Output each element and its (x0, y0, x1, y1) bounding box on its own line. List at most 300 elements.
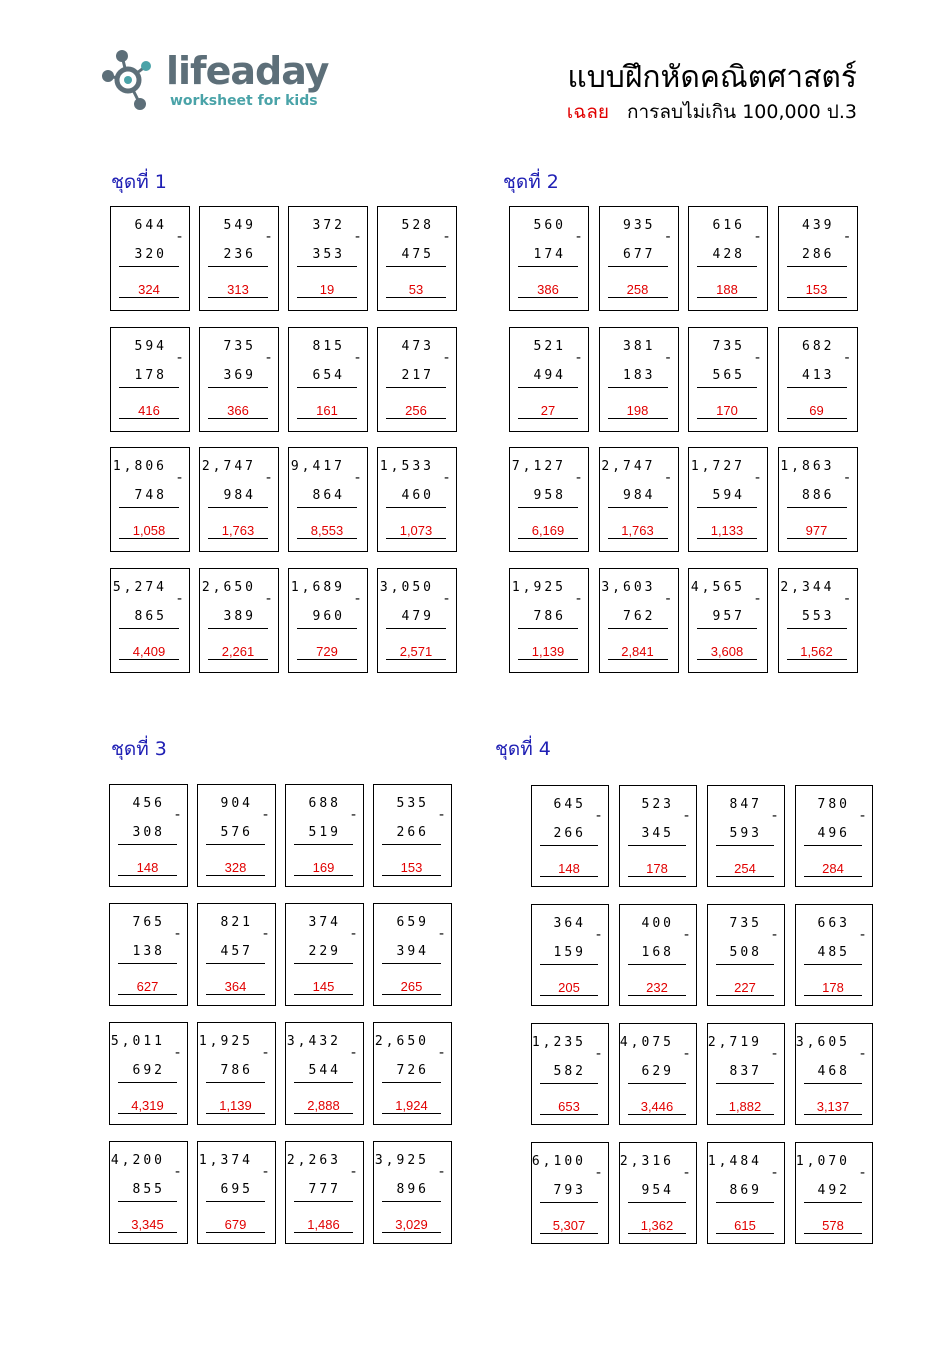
sum-line (206, 963, 265, 964)
minus-sign: - (665, 229, 671, 245)
sum-line (297, 507, 357, 508)
sum-line (118, 1082, 177, 1083)
minuend: 7,127 (511, 459, 566, 474)
minus-sign: - (844, 349, 850, 366)
subtrahend: 183 (623, 367, 656, 383)
answer-value: 729 (316, 643, 338, 659)
subtrahend: 793 (553, 1183, 586, 1198)
subtrahend: 954 (641, 1183, 674, 1198)
answer-underline (208, 538, 268, 539)
sum-line (119, 266, 179, 267)
minuend: 2,747 (601, 459, 656, 474)
subtrahend: 869 (729, 1183, 762, 1198)
minus-sign: - (354, 229, 360, 245)
problem-card (509, 206, 589, 311)
subtrahend: 576 (220, 825, 253, 840)
minuend: 3,605 (795, 1035, 850, 1050)
problem-card (110, 568, 190, 673)
minus-sign: - (859, 1165, 865, 1181)
answer-value: 148 (136, 860, 159, 875)
subtrahend: 695 (220, 1182, 253, 1197)
problem-card (795, 904, 873, 1006)
subtrahend: 544 (308, 1063, 341, 1078)
answer-value: 145 (312, 979, 335, 994)
subtrahend: 178 (134, 367, 167, 383)
minus-sign: - (265, 349, 271, 366)
answer-value: 256 (405, 402, 427, 418)
answer-value: 653 (558, 1099, 580, 1114)
minuend: 5,274 (112, 579, 167, 595)
minuend: 2,650 (374, 1034, 429, 1049)
answer-underline (628, 1233, 686, 1234)
problem-card (110, 206, 190, 311)
minus-sign: - (754, 470, 760, 486)
minuend: 3,603 (601, 579, 656, 595)
problem-card (377, 447, 457, 552)
answer-value: 328 (224, 860, 247, 875)
subtrahend: 629 (641, 1064, 674, 1079)
sum-line (608, 266, 668, 267)
subtrahend: 229 (308, 944, 341, 959)
minus-sign: - (771, 1165, 777, 1181)
minuend: 372 (312, 218, 345, 233)
problem-card (531, 1142, 609, 1244)
minuend: 439 (802, 218, 835, 233)
answer-underline (608, 418, 668, 419)
minus-sign: - (595, 927, 601, 943)
problem-card (373, 1022, 452, 1125)
answer-value: 679 (224, 1217, 247, 1232)
sum-line (297, 628, 357, 629)
sum-line (697, 628, 757, 629)
minuend: 535 (396, 796, 429, 811)
minuend: 4,075 (619, 1035, 674, 1050)
answer-value: 4,409 (132, 643, 166, 659)
problem-card (285, 1141, 364, 1244)
problem-card (377, 327, 457, 432)
answer-underline (540, 995, 598, 996)
answer-value: 1,139 (531, 643, 565, 659)
answer-value: 1,139 (219, 1098, 252, 1113)
problem-card (707, 1023, 785, 1125)
minus-sign: - (438, 807, 444, 823)
minus-sign: - (350, 1164, 356, 1180)
minus-sign: - (438, 926, 444, 942)
minus-sign: - (354, 470, 360, 486)
answer-value: 8,553 (310, 523, 344, 538)
sum-line (540, 964, 598, 965)
minuend: 594 (134, 338, 167, 354)
problem-card (288, 327, 368, 432)
problem-card (531, 904, 609, 1006)
answer-value: 284 (822, 861, 844, 876)
subtrahend: 958 (533, 488, 566, 503)
subtrahend: 460 (401, 488, 434, 503)
minus-sign: - (683, 927, 689, 943)
problem-card (778, 206, 858, 311)
minuend: 4,200 (110, 1153, 165, 1168)
minuend: 3,050 (379, 579, 434, 595)
minuend: 5,011 (110, 1034, 165, 1049)
minuend: 523 (641, 797, 674, 812)
answer-value: 148 (558, 861, 580, 876)
sum-line (628, 845, 686, 846)
problem-card (377, 568, 457, 673)
problem-card (795, 785, 873, 887)
minus-sign: - (176, 349, 182, 366)
problem-card (778, 447, 858, 552)
answer-underline (206, 994, 265, 995)
answer-value: 6,169 (531, 523, 565, 538)
problem-card (285, 784, 364, 887)
answer-underline (787, 659, 847, 660)
subtrahend: 864 (312, 488, 345, 503)
subtrahend: 726 (396, 1063, 429, 1078)
answer-underline (697, 297, 757, 298)
brand-logo (100, 46, 340, 116)
answer-value: 258 (626, 282, 649, 297)
minuend: 616 (712, 218, 745, 233)
set-label-4: ชุดที่ 4 (495, 738, 551, 760)
minuend: 645 (553, 797, 586, 812)
sum-line (804, 1202, 862, 1203)
answer-value: 3,029 (395, 1217, 428, 1232)
answer-value: 153 (805, 282, 828, 297)
sum-line (119, 387, 179, 388)
subtrahend: 957 (712, 608, 745, 624)
answer-underline (119, 418, 179, 419)
answer-underline (208, 418, 268, 419)
subtrahend: 886 (802, 488, 835, 503)
answer-underline (206, 1232, 265, 1233)
problem-card (109, 1141, 188, 1244)
minuend: 9,417 (290, 459, 345, 474)
sum-line (628, 964, 686, 965)
problem-card (619, 1023, 697, 1125)
minus-sign: - (354, 590, 360, 607)
sum-line (697, 507, 757, 508)
minuend: 2,263 (286, 1153, 341, 1168)
minus-sign: - (262, 1164, 268, 1180)
answer-value: 169 (312, 860, 335, 875)
answer-underline (540, 1114, 598, 1115)
answer-underline (118, 875, 177, 876)
problem-card (197, 1022, 276, 1125)
answer-underline (297, 538, 357, 539)
sum-line (540, 1202, 598, 1203)
problem-card (285, 903, 364, 1006)
problem-card (688, 206, 768, 311)
answer-value: 1,362 (640, 1218, 674, 1233)
sum-line (804, 845, 862, 846)
answer-value: 3,137 (816, 1099, 850, 1114)
minus-sign: - (575, 349, 581, 366)
sum-line (787, 266, 847, 267)
answer-value: 3,345 (131, 1217, 164, 1232)
minus-sign: - (683, 808, 689, 824)
minus-sign: - (176, 470, 182, 486)
sum-line (382, 1201, 441, 1202)
minus-sign: - (683, 1165, 689, 1181)
problem-card (707, 785, 785, 887)
subtrahend: 677 (623, 247, 656, 262)
minuend: 780 (817, 797, 850, 812)
sum-line (118, 1201, 177, 1202)
minuend: 4,565 (690, 579, 745, 595)
problem-card (373, 784, 452, 887)
answer-underline (382, 1232, 441, 1233)
minuend: 2,719 (707, 1035, 762, 1050)
minuend: 735 (729, 916, 762, 931)
answer-underline (119, 659, 179, 660)
problem-card (599, 447, 679, 552)
answer-value: 1,486 (307, 1217, 340, 1232)
minus-sign: - (443, 470, 449, 486)
answer-value: 416 (138, 402, 160, 418)
brand-name: lifeaday (166, 49, 329, 93)
answer-underline (787, 418, 847, 419)
problem-card (599, 568, 679, 673)
minus-sign: - (844, 470, 850, 486)
subtrahend: 479 (401, 608, 434, 624)
answer-underline (804, 1114, 862, 1115)
subtrahend: 266 (396, 825, 429, 840)
sum-line (518, 507, 578, 508)
answer-underline (294, 1113, 353, 1114)
minuend: 364 (553, 916, 586, 931)
answer-underline (628, 1114, 686, 1115)
problem-card (109, 903, 188, 1006)
answer-value: 2,841 (621, 643, 654, 659)
problem-card (109, 784, 188, 887)
problem-card (288, 568, 368, 673)
minuend: 560 (533, 218, 566, 233)
sum-line (804, 964, 862, 965)
minuend: 473 (401, 338, 434, 354)
subtrahend: 960 (312, 608, 345, 624)
answer-underline (697, 659, 757, 660)
minuend: 644 (134, 218, 167, 233)
answer-underline (540, 1233, 598, 1234)
answer-underline (787, 297, 847, 298)
sum-line (787, 628, 847, 629)
subtrahend: 777 (308, 1182, 341, 1197)
minus-sign: - (754, 349, 760, 366)
subtrahend: 345 (641, 826, 674, 841)
sum-line (294, 963, 353, 964)
sum-line (208, 387, 268, 388)
subtrahend: 494 (533, 367, 566, 383)
answer-underline (608, 297, 668, 298)
answer-underline (206, 1113, 265, 1114)
minus-sign: - (771, 1046, 777, 1062)
minuend: 682 (802, 338, 835, 354)
minus-sign: - (262, 1045, 268, 1061)
answer-underline (540, 876, 598, 877)
minus-sign: - (575, 229, 581, 245)
answer-underline (118, 994, 177, 995)
answer-value: 1,924 (395, 1098, 428, 1113)
problem-card (199, 327, 279, 432)
answer-underline (804, 1233, 862, 1234)
answer-value: 977 (805, 523, 828, 538)
sum-line (386, 387, 446, 388)
subtrahend: 865 (134, 608, 167, 624)
subtrahend: 413 (802, 367, 835, 383)
minus-sign: - (595, 808, 601, 824)
subtrahend: 984 (223, 488, 256, 503)
problem-card (531, 1023, 609, 1125)
problem-card (509, 568, 589, 673)
minus-sign: - (438, 1164, 444, 1180)
subtrahend: 654 (312, 367, 345, 383)
answer-underline (297, 659, 357, 660)
subtrahend: 492 (817, 1183, 850, 1198)
problem-card (288, 206, 368, 311)
subtrahend: 369 (223, 367, 256, 383)
answer-value: 386 (537, 282, 559, 297)
sum-line (386, 507, 446, 508)
answer-value: 1,133 (710, 523, 744, 538)
subtrahend: 508 (729, 945, 762, 960)
minus-sign: - (350, 1045, 356, 1061)
sum-line (386, 628, 446, 629)
minus-sign: - (595, 1165, 601, 1181)
subtrahend: 582 (553, 1064, 586, 1079)
problem-card (373, 1141, 452, 1244)
problem-card (778, 568, 858, 673)
minuend: 374 (308, 915, 341, 930)
minuend: 2,747 (201, 459, 256, 474)
answer-underline (297, 418, 357, 419)
subtrahend: 896 (396, 1182, 429, 1197)
answer-value: 1,073 (399, 523, 433, 538)
answer-value: 2,888 (307, 1098, 340, 1113)
answer-value: 313 (227, 282, 249, 297)
answer-value: 161 (316, 402, 338, 418)
minus-sign: - (754, 229, 760, 245)
sum-line (206, 1201, 265, 1202)
sum-line (294, 1201, 353, 1202)
answer-value: 578 (822, 1218, 844, 1233)
minuend: 2,344 (780, 579, 835, 595)
problem-card (197, 903, 276, 1006)
answer-value: 69 (809, 402, 824, 418)
problem-card (688, 327, 768, 432)
answer-value: 4,319 (131, 1098, 164, 1113)
answer-value: 615 (734, 1218, 756, 1233)
sum-line (382, 844, 441, 845)
sum-line (382, 1082, 441, 1083)
answer-underline (697, 418, 757, 419)
answer-underline (697, 538, 757, 539)
problem-card (531, 785, 609, 887)
answer-underline (628, 876, 686, 877)
subtrahend: 786 (220, 1063, 253, 1078)
subtrahend: 138 (132, 944, 165, 959)
minuend: 815 (312, 338, 345, 354)
problem-card (199, 447, 279, 552)
minuend: 400 (641, 916, 674, 931)
answer-underline (297, 297, 357, 298)
sum-line (787, 507, 847, 508)
answer-value: 254 (734, 861, 756, 876)
answer-underline (518, 418, 578, 419)
problem-card (688, 447, 768, 552)
problem-card (110, 327, 190, 432)
sum-line (118, 844, 177, 845)
minuend: 381 (623, 338, 656, 354)
minus-sign: - (176, 590, 182, 607)
subtrahend: 748 (134, 488, 167, 503)
sum-line (386, 266, 446, 267)
minuend: 1,689 (290, 579, 345, 595)
subtrahend: 837 (729, 1064, 762, 1079)
minus-sign: - (595, 1046, 601, 1062)
minus-sign: - (265, 590, 271, 607)
answer-value: 198 (626, 402, 649, 418)
sum-line (119, 628, 179, 629)
answer-value: 366 (227, 402, 249, 418)
subtrahend: 389 (223, 608, 256, 624)
problem-card (688, 568, 768, 673)
sum-line (119, 507, 179, 508)
sum-line (716, 964, 774, 965)
minus-sign: - (350, 926, 356, 942)
subtrahend: 855 (132, 1182, 165, 1197)
minus-sign: - (665, 590, 671, 607)
problem-card (199, 568, 279, 673)
sum-line (697, 266, 757, 267)
minus-sign: - (174, 807, 180, 823)
subtrahend: 984 (623, 488, 656, 503)
answer-underline (804, 876, 862, 877)
subtrahend: 394 (396, 944, 429, 959)
subtitle-text: การลบไม่เกิน 100,000 ป.3 (627, 101, 857, 123)
answer-value: 19 (319, 282, 335, 297)
problem-card (707, 1142, 785, 1244)
answer-value: 27 (540, 402, 556, 418)
answer-underline (628, 995, 686, 996)
minus-sign: - (443, 349, 449, 366)
subtrahend: 428 (712, 247, 745, 262)
minuend: 456 (132, 796, 165, 811)
subtrahend: 286 (802, 247, 835, 262)
minus-sign: - (859, 927, 865, 943)
problem-card (619, 904, 697, 1006)
subtrahend: 762 (623, 608, 656, 624)
answer-value: 3,446 (640, 1099, 674, 1114)
sum-line (208, 507, 268, 508)
answer-value: 205 (558, 980, 580, 995)
problem-card (707, 904, 785, 1006)
set-label-3: ชุดที่ 3 (111, 738, 167, 760)
answer-value: 364 (224, 979, 247, 994)
answer-underline (119, 538, 179, 539)
subtrahend: 485 (817, 945, 850, 960)
answer-underline (294, 1232, 353, 1233)
subtrahend: 475 (401, 247, 434, 262)
minuend: 821 (220, 915, 253, 930)
page-title: แบบฝึกหัดคณิตศาสตร์ (567, 60, 857, 95)
molecule-logo-icon (100, 46, 166, 112)
problem-card (197, 1141, 276, 1244)
sum-line (608, 387, 668, 388)
answer-value: 2,261 (221, 643, 255, 659)
sum-line (297, 266, 357, 267)
answer-underline (382, 994, 441, 995)
answer-value: 232 (646, 980, 668, 995)
